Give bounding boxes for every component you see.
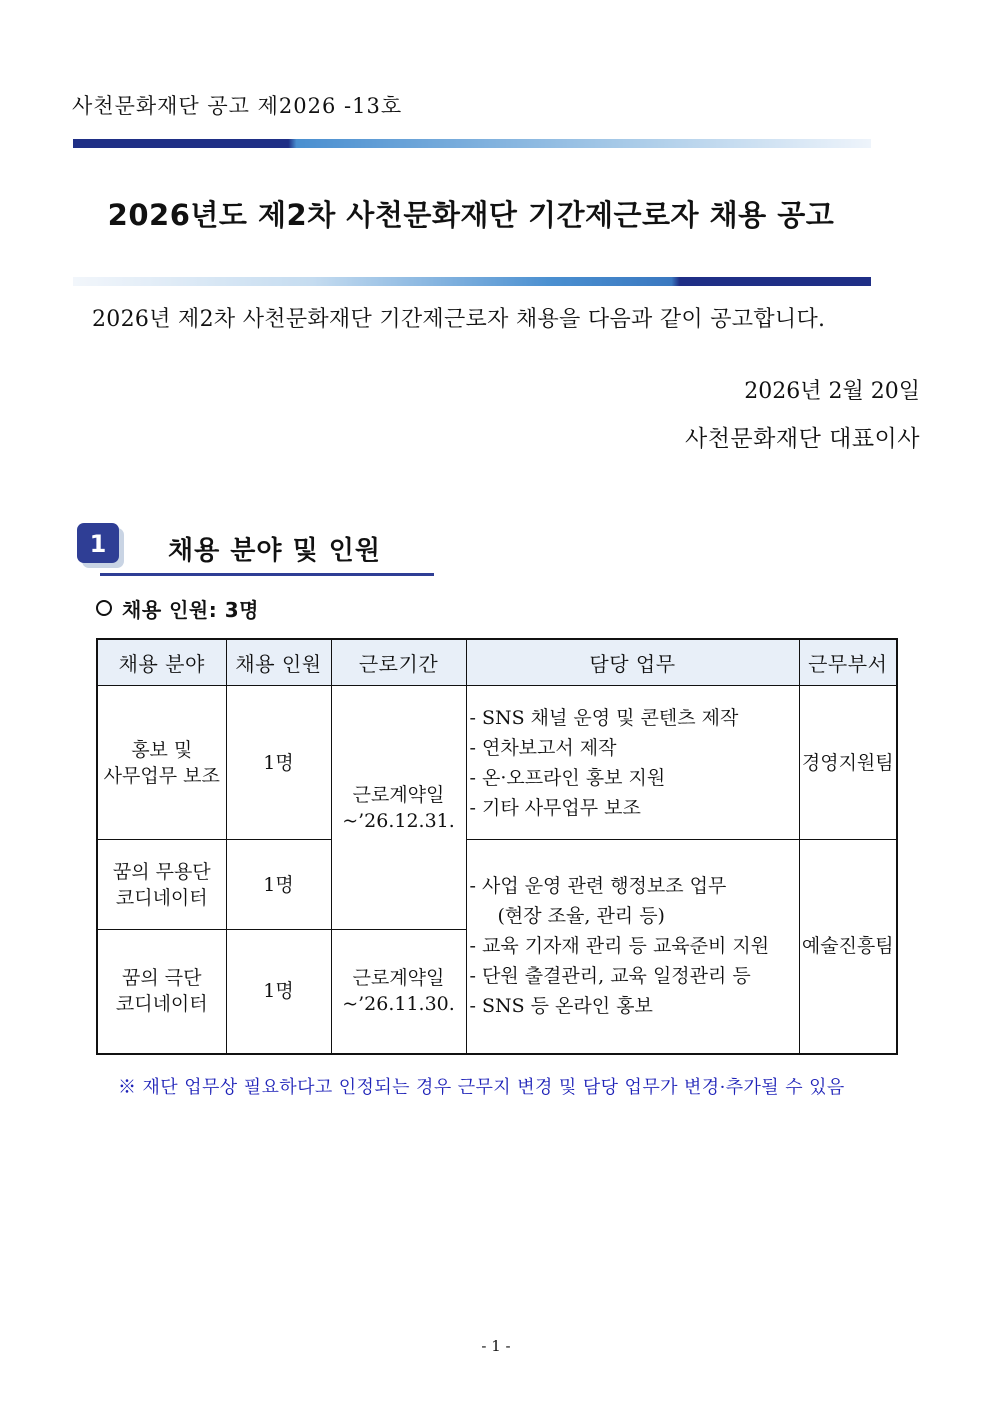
recruit-count-bullet: [96, 594, 259, 623]
duties-cell: [466, 686, 799, 840]
field-cell: [97, 930, 226, 1054]
field-line: 꿈의 극단: [122, 967, 202, 990]
circle-bullet-icon: [96, 600, 112, 616]
period-line: ~’26.11.30.: [342, 993, 455, 1016]
header-count: 채용 인원: [226, 639, 331, 686]
period-line: ~’26.12.31.: [342, 809, 455, 832]
duty-item: - 교육 기자재 관리 등 교육준비 지원: [469, 935, 770, 958]
duty-item: - 사업 운영 관련 행정보조 업무: [469, 875, 727, 898]
section-title: 채용 분야 및 인원: [168, 536, 381, 566]
dept-cell: 예술진흥팀: [799, 840, 897, 1054]
field-line: 꿈의 무용단: [112, 860, 211, 883]
field-cell: [97, 840, 226, 930]
notice-number: 사천문화재단 공고 제2026 -13호: [72, 94, 403, 118]
duty-item: - 연차보고서 제작: [469, 736, 617, 759]
duty-item: - SNS 등 온라인 홍보: [469, 995, 653, 1018]
duty-item: - 단원 출결관리, 교육 일정관리 등: [469, 965, 751, 988]
notice-date: 2026년 2월 20일: [744, 379, 920, 404]
duty-item: - 온·오프라인 홍보 지원: [469, 766, 666, 789]
bottom-gradient-divider: [73, 277, 871, 286]
header-dept: 근무부서: [799, 639, 897, 686]
count-cell: 1명: [226, 930, 331, 1054]
dept-cell: 경영지원팀: [799, 686, 897, 840]
duty-item: - SNS 채널 운영 및 콘텐츠 제작: [469, 706, 739, 729]
footnote: ※ 재단 업무상 필요하다고 인정되는 경우 근무지 변경 및 담당 업무가 변경·추가될 수 있음: [118, 1077, 845, 1098]
section-number: 1: [89, 530, 107, 558]
top-gradient-divider: [73, 139, 871, 148]
field-line: 홍보 및: [131, 738, 193, 761]
header-period: 근로기간: [331, 639, 466, 686]
section-number-badge: [77, 523, 125, 569]
intro-text: 2026년 제2차 사천문화재단 기간제근로자 채용을 다음과 같이 공고합니다.: [92, 307, 826, 332]
period-line: 근로계약일: [352, 967, 445, 990]
field-cell: [97, 686, 226, 840]
duty-item: - 기타 사무업무 보조: [469, 796, 641, 819]
section-underline: [100, 573, 434, 576]
header-field: 채용 분야: [97, 639, 226, 686]
recruitment-table: [96, 638, 898, 1055]
table-header-row: [97, 639, 897, 686]
document-title: 2026년도 제2차 사천문화재단 기간제근로자 채용 공고: [107, 198, 835, 232]
period-cell: [331, 930, 466, 1054]
field-line: 코디네이터: [115, 886, 208, 909]
table-row: [97, 840, 897, 930]
duty-item: (현장 조율, 관리 등): [497, 905, 665, 928]
table-row: [97, 686, 897, 840]
count-cell: 1명: [226, 840, 331, 930]
period-line: 근로계약일: [352, 783, 445, 806]
page-number: - 1 -: [481, 1337, 511, 1355]
header-duties: 담당 업무: [466, 639, 799, 686]
count-cell: 1명: [226, 686, 331, 840]
field-line: 사무업무 보조: [103, 764, 220, 787]
period-cell: [331, 686, 466, 930]
field-line: 코디네이터: [115, 993, 208, 1016]
issuer-name: 사천문화재단 대표이사: [685, 426, 920, 452]
recruit-count-text: 채용 인원: 3명: [122, 598, 259, 622]
duties-cell: [466, 840, 799, 1054]
